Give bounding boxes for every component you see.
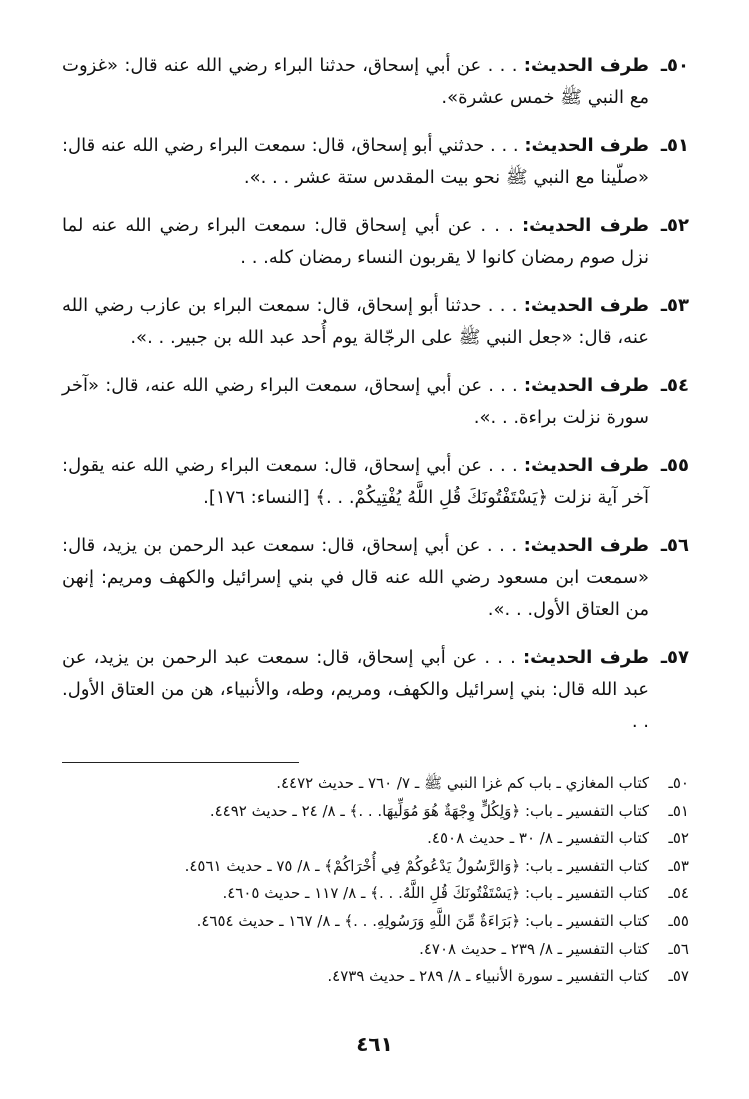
hadith-entry-53 — [62, 290, 689, 354]
entry-number: ٥٣ـ — [660, 295, 689, 316]
footnote-number: ٥٣ـ — [668, 856, 689, 875]
entry-lead: طرف الحديث: — [523, 455, 649, 476]
footnote-number: ٥١ـ — [668, 801, 689, 820]
footnote-text: كتاب التفسير ـ باب: ﴿وَالرَّسُولُ يَدْعُوكُمْ فِي أُخْرَاكُمْ﴾ ـ ٨/ ٧٥ ـ حديث ٤٥٦١. — [184, 856, 649, 875]
footnote — [62, 798, 689, 826]
entry-number: ٥٥ـ — [660, 455, 689, 476]
footnote — [62, 963, 689, 991]
hadith-entry-50 — [62, 50, 689, 114]
footnotes — [62, 770, 689, 991]
entry-number: ٥٢ـ — [660, 215, 689, 236]
footnote-text: كتاب التفسير ـ باب: ﴿يَسْتَفْتُونَكَ قُلِ اللَّهُ. . .﴾ ـ ٨/ ١١٧ ـ حديث ٤٦٠٥. — [222, 884, 649, 903]
hadith-entry-54 — [62, 370, 689, 434]
entry-body — [62, 210, 649, 274]
entry-lead: طرف الحديث: — [523, 535, 649, 556]
footnote-text: كتاب التفسير ـ باب: ﴿بَرَاءَةٌ مِّنَ اللَّهِ وَرَسُولِهِ. . .﴾ ـ ٨/ ١٦٧ ـ حديث ٤٦٥٤. — [196, 911, 649, 930]
entry-body — [62, 530, 649, 626]
footnote — [62, 936, 689, 964]
footnote-divider — [62, 762, 299, 763]
entry-lead: طرف الحديث: — [523, 375, 649, 396]
hadith-entry-55 — [62, 450, 689, 514]
footnote — [62, 770, 689, 798]
entry-number: ٥٧ـ — [660, 647, 689, 668]
entry-lead: طرف الحديث: — [522, 647, 649, 668]
entry-text: . . . عن أبي إسحاق، قال: سمعت عبد الرحمن بن يزيد، قال: «سمعت ابن مسعود رضي الله عنه قال في بني إسرائيل والكهف ومريم: إنهن من العتاق الأول. . .». — [62, 535, 649, 620]
entry-text: . . . عن أبي إسحاق قال: سمعت البراء رضي الله عنه لما نزل صوم رمضان كانوا لا يقربون النساء رمضان كله. . . — [62, 215, 649, 268]
footnote-number: ٥٠ـ — [668, 774, 689, 792]
footnote-number: ٥٢ـ — [668, 829, 689, 848]
footnote — [62, 825, 689, 853]
entry-body — [62, 50, 649, 114]
hadith-entry-51 — [62, 130, 689, 194]
entry-body — [62, 370, 649, 434]
entry-body — [62, 450, 649, 514]
entry-number: ٥٦ـ — [660, 535, 689, 556]
footnote-number: ٥٥ـ — [668, 911, 689, 930]
footnote-number: ٥٦ـ — [668, 939, 689, 958]
entry-text: . . . عن أبي إسحاق، حدثنا البراء رضي الله عنه قال: «غزوت مع النبي ﷺ خمس عشرة». — [62, 55, 649, 108]
hadith-entry-52 — [62, 210, 689, 274]
footnote — [62, 853, 689, 881]
entry-text: . . . عن أبي إسحاق، قال: سمعت البراء رضي الله عنه يقول: آخر آية نزلت ﴿يَسْتَفْتُونَكَ قُلِ اللَّهُ يُفْتِيكُمْ. . .﴾ [النساء: ١٧٦]. — [62, 455, 649, 508]
entry-lead: طرف الحديث: — [523, 295, 649, 316]
entry-text: . . . عن أبي إسحاق، سمعت البراء رضي الله عنه، قال: «آخر سورة نزلت براءة. . .». — [62, 375, 649, 428]
page-number: ٤٦١ — [356, 1032, 393, 1056]
entry-lead: طرف الحديث: — [521, 215, 649, 236]
entry-number: ٥١ـ — [660, 135, 689, 156]
entry-text: . . . حدثنا أبو إسحاق، قال: سمعت البراء بن عازب رضي الله عنه، قال: «جعل النبي ﷺ على الرجّالة يوم أُحد عبد الله بن جبير. . .». — [62, 295, 649, 348]
entry-lead: طرف الحديث: — [523, 55, 649, 76]
hadith-entry-56 — [62, 530, 689, 626]
footnote-number: ٥٧ـ — [668, 967, 689, 986]
footnote-text: كتاب التفسير ـ ٨/ ٢٣٩ ـ حديث ٤٧٠٨. — [419, 939, 649, 958]
entry-lead: طرف الحديث: — [524, 135, 649, 156]
entry-body — [62, 130, 649, 194]
footnote — [62, 880, 689, 908]
entry-text: . . . حدثني أبو إسحاق، قال: سمعت البراء رضي الله عنه قال: «صلّينا مع النبي ﷺ نحو بيت المقدس ستة عشر . . .». — [61, 135, 649, 188]
footnote-text: كتاب التفسير ـ سورة الأنبياء ـ ٨/ ٢٨٩ ـ حديث ٤٧٣٩. — [327, 967, 649, 986]
hadith-entry-57 — [62, 642, 689, 738]
main-text — [62, 50, 689, 754]
entry-number: ٥٤ـ — [660, 375, 689, 396]
footnote-text: كتاب المغازي ـ باب كم غزا النبي ﷺ ـ ٧/ ٧٦٠ ـ حديث ٤٤٧٢. — [276, 774, 649, 792]
entry-body — [62, 290, 649, 354]
entry-body — [62, 642, 649, 738]
footnote — [62, 908, 689, 936]
footnote-text: كتاب التفسير ـ ٨/ ٣٠ ـ حديث ٤٥٠٨. — [427, 829, 649, 848]
entry-number: ٥٠ـ — [660, 55, 689, 76]
footnote-number: ٥٤ـ — [668, 884, 689, 903]
footnote-text: كتاب التفسير ـ باب: ﴿وَلِكُلٍّ وِجْهَةٌ هُوَ مُوَلِّيهَا. . .﴾ ـ ٨/ ٢٤ ـ حديث ٤٤٩٢. — [209, 801, 649, 820]
entry-text: . . . عن أبي إسحاق، قال: سمعت عبد الرحمن بن يزيد، عن عبد الله قال: بني إسرائيل والكهف، ومريم، وطه، والأنبياء، هن من العتاق الأول. . . — [62, 647, 649, 732]
